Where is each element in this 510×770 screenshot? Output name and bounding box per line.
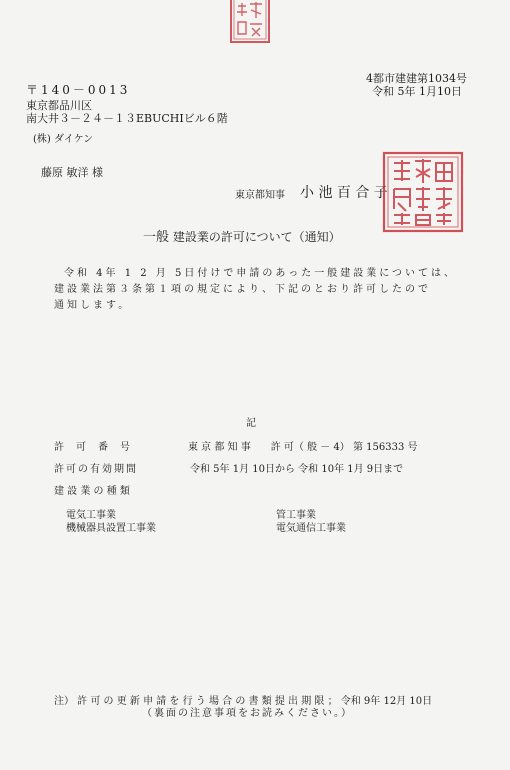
sender-title: 東京都知事 bbox=[235, 190, 285, 201]
subject-prefix: 一般 bbox=[143, 230, 170, 245]
body-line-3: 通知します。 bbox=[54, 300, 132, 311]
validity-period-label: 許可の有効期間 bbox=[54, 464, 138, 475]
document-date: 令和 5年 1月10日 bbox=[372, 85, 462, 98]
construction-type-item: 電気工事業 bbox=[66, 510, 116, 521]
subject-text: 建設業の許可について（通知） bbox=[172, 230, 341, 244]
footer-reverse-note: （裏面の注意事項をお読みください。） bbox=[142, 708, 353, 719]
subject-line bbox=[143, 226, 341, 245]
sender-name: 小 池 百 合 子 bbox=[300, 185, 388, 201]
company-name: (株) ダイケン bbox=[33, 134, 94, 145]
license-number-label: 許 可 番 号 bbox=[54, 442, 131, 453]
top-seal-stamp bbox=[228, 0, 272, 46]
address-line-1: 東京都品川区 bbox=[26, 99, 92, 112]
document-number: 4都市建建第1034号 bbox=[366, 72, 467, 85]
body-line-2: 建設業法第３条第１項の規定により、下記のとおり許可したので bbox=[54, 284, 431, 295]
address-line-2: 南大井３－２４－１３EBUCHIビル６階 bbox=[26, 112, 228, 125]
construction-type-item: 電気通信工事業 bbox=[276, 523, 346, 534]
footer-renewal-note: 注） 許 可 の 更 新 申 請 を 行 う 場 合 の 書 類 提 出 期 限 ； 令和 9年 12月 10日 bbox=[54, 696, 433, 707]
construction-type-item: 機械器具設置工事業 bbox=[66, 523, 156, 534]
validity-period-value: 令和 5年 1月 10日から 令和 10年 1月 9日まで bbox=[190, 464, 404, 475]
ki-heading: 記 bbox=[246, 418, 256, 429]
body-line-1: 令和 4年 1 2 月 5日付けで申請のあった一般建設業については、 bbox=[64, 268, 458, 279]
license-number-value: 東 京 都 知 事 許 可（ 般 － 4） 第 156333 号 bbox=[188, 442, 418, 453]
postal-code: 〒140－0013 bbox=[26, 83, 131, 97]
official-seal-stamp bbox=[382, 151, 464, 233]
construction-type-item: 管工事業 bbox=[276, 510, 316, 521]
construction-types-label: 建 設 業 の 種 類 bbox=[54, 486, 130, 497]
recipient-name: 藤原 敏洋 様 bbox=[41, 166, 103, 179]
